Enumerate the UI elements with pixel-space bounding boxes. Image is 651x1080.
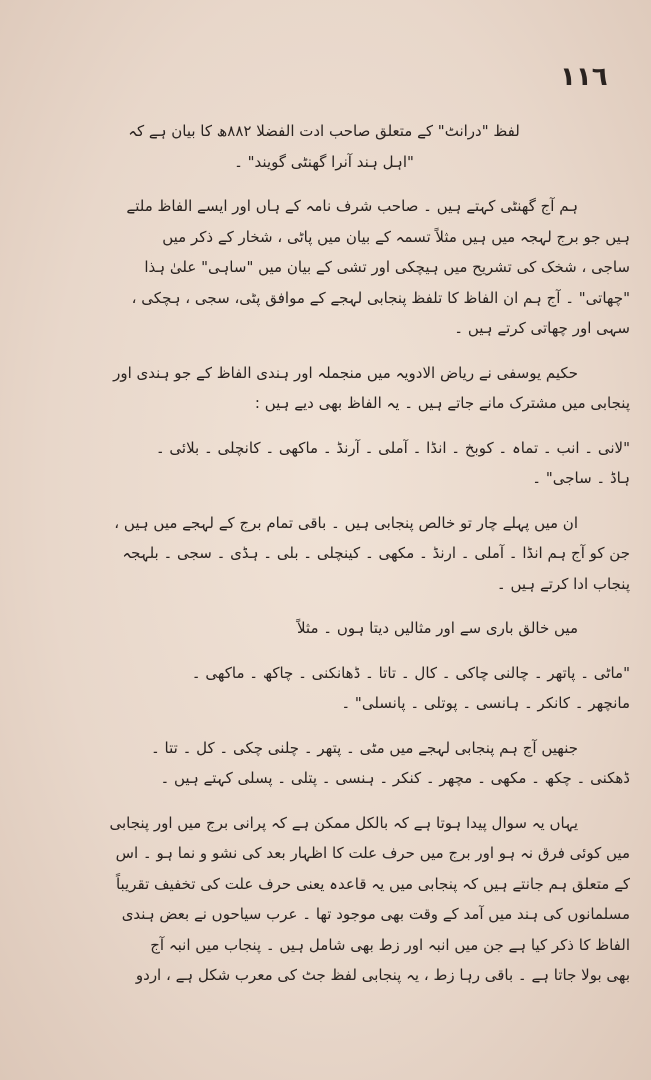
paragraph-khaliq-bari <box>18 613 630 644</box>
text-line: مسلمانوں کی ہند میں آمد کے وقت بھی موجود تھا ۔ عرب سیاحوں نے بعض ہندی <box>121 905 630 923</box>
text-line: "ماٹی ۔ پاتھر ۔ چالنی چاکی ۔ کال ۔ تاتا ۔ ڈھانکنی ۔ چاکھ ۔ ماکھی ۔ <box>191 663 630 682</box>
text-line: سہی اور چھاتی کرتے ہیں ۔ <box>454 319 630 337</box>
text-line: میں خالق باری سے اور مثالیں دیتا ہوں ۔ مثلاً <box>296 619 578 637</box>
text-line: ساجی ، شخک کی تشریح میں ہیچکی اور تشی کے بیان میں "ساہی" علیٰ ہذا <box>144 258 630 276</box>
text-line: پنجابی میں مشترک مانے جاتے ہیں ۔ یہ الفاظ بھی دیے ہیں : <box>254 394 630 412</box>
paragraph-question <box>18 808 630 991</box>
paragraph-explanation-1 <box>18 508 630 600</box>
paragraph-explanation-2 <box>18 733 630 794</box>
text-line: ہیں جو برج لہجہ میں ہیں مثلاً تسمہ کے بیان میں پاٹی ، شخار کے ذکر میں <box>162 227 630 246</box>
text-line: لفظ "درانٹ" کے متعلق صاحب ادت الفضلا ۸۸۲ھ کا بیان ہے کہ <box>128 122 520 140</box>
text-line: یہاں یہ سوال پیدا ہوتا ہے کہ بالکل ممکن ہے کہ پرانی برج میں اور پنجابی <box>109 813 578 832</box>
text-line: جنھیں آج ہم پنجابی لہجے میں مٹی ۔ پتھر ۔ چلنی چکی ۔ کل ۔ تتا ۔ <box>150 738 578 757</box>
text-line: کے متعلق ہم جانتے ہیں کہ پنجابی میں یہ قاعدہ یعنی حرف علت کی تخفیف تقریباً <box>115 874 630 893</box>
text-line: حکیم یوسفی نے ریاض الادویہ میں منجملہ اور ہندی الفاظ کے جو ہندی اور <box>113 363 578 382</box>
text-line: پنجاب ادا کرتے ہیں ۔ <box>496 574 630 593</box>
text-line: "لانی ۔ انب ۔ تماہ ۔ کوبخ ۔ انڈا ۔ آملی ۔ آرنڈ ۔ ماکھی ۔ کانچلی ۔ بلائی ۔ <box>155 438 630 457</box>
text-line: ڈھکنی ۔ چکھ ۔ مکھی ۔ مچھر ۔ کنکر ۔ ہنسی ۔ پتلی ۔ پسلی کہتے ہیں ۔ <box>160 769 630 787</box>
paragraph-riyaz-ul-adwiya <box>18 358 630 419</box>
paragraph-intro <box>18 116 630 177</box>
paragraph-word-list-2 <box>18 658 630 719</box>
page-number: ۱۱٦ <box>560 62 608 92</box>
text-line: مانچھر ۔ کانکر ۔ ہانسی ۔ پوتلی ۔ پانسلی" ۔ <box>341 694 630 712</box>
text-line: ہم آج گھنٹی کہتے ہیں ۔ صاحب شرف نامہ کے ہاں اور ایسے الفاظ ملتے <box>126 197 578 215</box>
text-line: جن کو آج ہم انڈا ۔ آملی ۔ ارنڈ ۔ مکھی ۔ کینچلی ۔ بلی ۔ ہڈی ۔ سجی ۔ بلہجہ <box>122 544 630 562</box>
text-line: میں کوئی فرق نہ ہو اور برج میں حرف علت کا اظہار بعد کی نشو و نما ہو ۔ اس <box>115 844 630 862</box>
text-line: ہاڈ ۔ ساجی" ۔ <box>532 469 630 487</box>
text-line: ان میں پہلے چار تو خالص پنجابی ہیں ۔ باقی تمام برج کے لہجے میں ہیں ، <box>114 513 578 532</box>
text-line: الفاظ کا ذکر کیا ہے جن میں انبہ اور زط بھی شامل ہیں ۔ پنجاب میں انبہ آج <box>150 935 630 954</box>
paragraph-word-list-1 <box>18 433 630 494</box>
text-line: بھی بولا جاتا ہے ۔ باقی رہا زط ، یہ پنجابی لفظ جٹ کی معرب شکل ہے ، اردو <box>135 966 630 984</box>
page-body-text <box>18 116 630 991</box>
quote-line: "اہل ہند آنرا گھنٹی گویند" ۔ <box>234 152 414 171</box>
paragraph-sharaf-nama <box>18 191 630 344</box>
text-line: "چھاتی" ۔ آج ہم ان الفاظ کا تلفظ پنجابی لہجے کے موافق پٹی، سجی ، ہچکی ، <box>131 288 630 307</box>
